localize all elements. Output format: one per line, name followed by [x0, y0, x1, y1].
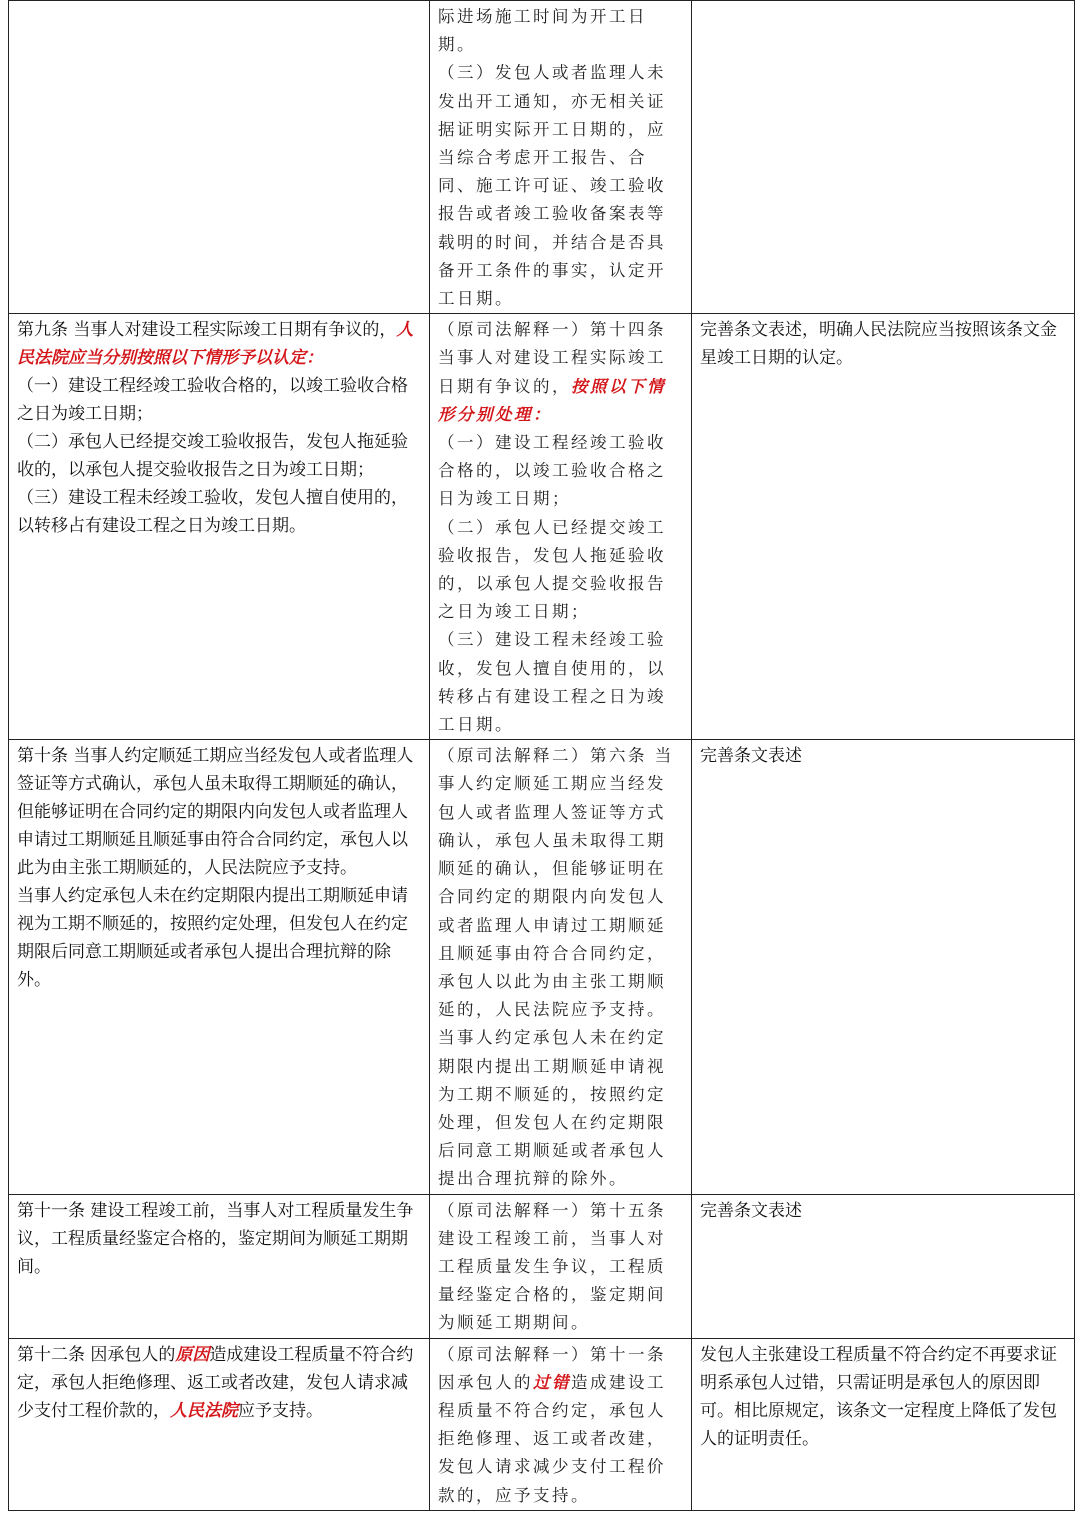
provision-text: （原司法解释一）第十五条 建设工程竣工前，当事人对工程质量发生争议，工程质量经鉴定合格的，鉴定期间为顺延工期期间。	[438, 1200, 666, 1333]
old-provision-cell	[430, 314, 692, 740]
old-provision-cell	[430, 1194, 692, 1338]
comparison-table-body	[9, 1, 1075, 1511]
old-provision-paragraph	[438, 1197, 683, 1338]
change-note-cell	[692, 740, 1075, 1194]
change-note-text: 发包人主张建设工程质量不符合约定不再要求证明系承包人过错，只需证明是承包人的原因即可。相比原规定，该条文一定程度上降低了发包人的证明责任。	[700, 1344, 1057, 1449]
provision-text: 第九条 当事人对建设工程实际竣工日期有争议的，	[17, 320, 397, 341]
new-provision-paragraph	[17, 372, 421, 428]
table-row	[9, 314, 1075, 740]
provision-text: 第十二条 因承包人的	[17, 1344, 176, 1365]
new-provision-paragraph	[17, 316, 421, 372]
old-provision-paragraph	[438, 59, 683, 313]
provision-text: 应予支持。	[238, 1400, 323, 1421]
provision-text: （原司法解释二）第六条 当事人约定顺延工期应当经发包人或者监理人签证等方式确认，承包人虽未取得工期顺延的确认，但能够证明在合同约定的期限内向发包人或者监理人申请过工期顺延且顺延事由符合合同约定，承包人以此为由主张工期顺延的，人民法院应予支持。	[438, 746, 674, 1020]
provision-text: （三）建设工程未经竣工验收，发包人擅自使用的，以转移占有建设工程之日为竣工日期。	[438, 630, 666, 735]
change-note-cell	[692, 1338, 1075, 1510]
old-provision-paragraph	[438, 3, 683, 59]
old-provision-cell	[430, 740, 692, 1194]
new-provision-paragraph	[17, 484, 421, 540]
table-row	[9, 1338, 1075, 1510]
provision-text: （二）承包人已经提交竣工验收报告，发包人拖延验收的，以承包人提交验收报告之日为竣工日期；	[438, 517, 666, 622]
provision-text: （三）发包人或者监理人未发出开工通知，亦无相关证据证明实际开工日期的，应当综合考虑开工报告、合同、施工许可证、竣工验收报告或者竣工验收备案表等载明的时间，并结合是否具备开工条件的事实，认定开工日期。	[438, 63, 666, 309]
old-provision-cell	[430, 1, 692, 314]
table-row	[9, 1, 1075, 314]
old-provision-paragraph	[438, 514, 683, 627]
new-provision-cell	[9, 314, 430, 740]
new-provision-cell	[9, 740, 430, 1194]
highlighted-text: 按照以下情形分别处理：	[438, 376, 666, 424]
provision-text: （原司法解释一）第十一条 因承包人的	[438, 1344, 666, 1392]
change-note-cell	[692, 1194, 1075, 1338]
highlighted-text: 过错	[533, 1372, 571, 1392]
new-provision-paragraph	[17, 1197, 421, 1281]
old-provision-paragraph	[438, 1341, 683, 1510]
provision-text: 当事人约定承包人未在约定期限内提出工期顺延申请视为工期不顺延的，按照约定处理，但发包人在约定期限后同意工期顺延或者承包人提出合理抗辩的除外。	[438, 1028, 666, 1189]
old-provision-cell	[430, 1338, 692, 1510]
provision-text: （三）建设工程未经竣工验收，发包人擅自使用的，以转移占有建设工程之日为竣工日期。	[17, 488, 408, 537]
change-note-text: 完善条文表述，明确人民法院应当按照该条文金星竣工日期的认定。	[700, 320, 1057, 369]
old-provision-paragraph	[438, 742, 683, 1024]
old-provision-paragraph	[438, 626, 683, 739]
provision-text: （一）建设工程经竣工验收合格的，以竣工验收合格之日为竣工日期；	[438, 433, 666, 509]
change-note-text: 完善条文表述	[700, 746, 802, 767]
new-provision-paragraph	[17, 1341, 421, 1425]
table-row	[9, 740, 1075, 1194]
change-note-cell	[692, 314, 1075, 740]
provision-text: 第十条 当事人约定顺延工期应当经发包人或者监理人签证等方式确认，承包人虽未取得工期顺延的确认，但能够证明在合同约定的期限内向发包人或者监理人申请过工期顺延且顺延事由符合合同约定，承包人以此为由主张工期顺延的，人民法院应予支持。	[17, 746, 414, 879]
highlighted-text: 人民法院	[170, 1400, 238, 1421]
old-provision-paragraph	[438, 316, 683, 429]
change-note-text: 完善条文表述	[700, 1200, 802, 1221]
table-row	[9, 1194, 1075, 1338]
comparison-table	[8, 0, 1075, 1511]
new-provision-cell	[9, 1, 430, 314]
provision-text: 际进场施工时间为开工日期。	[438, 7, 647, 55]
new-provision-paragraph	[17, 882, 421, 994]
old-provision-paragraph	[438, 429, 683, 514]
new-provision-cell	[9, 1338, 430, 1510]
new-provision-cell	[9, 1194, 430, 1338]
provision-text: 第十一条 建设工程竣工前，当事人对工程质量发生争议，工程质量经鉴定合格的，鉴定期间为顺延工期期间。	[17, 1200, 414, 1277]
provision-text: 造成建设工程质量不符合约定，承包人拒绝修理、返工或者改建，发包人请求减少支付工程价款的，	[17, 1344, 414, 1421]
provision-text: 当事人约定承包人未在约定期限内提出工期顺延申请视为工期不顺延的，按照约定处理，但发包人在约定期限后同意工期顺延或者承包人提出合理抗辩的除外。	[17, 886, 408, 991]
new-provision-paragraph	[17, 742, 421, 882]
old-provision-paragraph	[438, 1024, 683, 1193]
provision-text: （原司法解释一）第十四条 当事人对建设工程实际竣工日期有争议的，	[438, 320, 666, 396]
highlighted-text: 人民法院应当分别按照以下情形予以认定：	[17, 320, 414, 369]
highlighted-text: 原因	[175, 1344, 210, 1365]
provision-text: （一）建设工程经竣工验收合格的，以竣工验收合格之日为竣工日期；	[17, 376, 408, 425]
provision-text: （二）承包人已经提交竣工验收报告，发包人拖延验收的，以承包人提交验收报告之日为竣工日期；	[17, 432, 408, 481]
new-provision-paragraph	[17, 428, 421, 484]
provision-text: 造成建设工程质量不符合约定，承包人拒绝修理、返工或者改建，发包人请求减少支付工程价款的，应予支持。	[438, 1372, 666, 1505]
change-note-cell	[692, 1, 1075, 314]
